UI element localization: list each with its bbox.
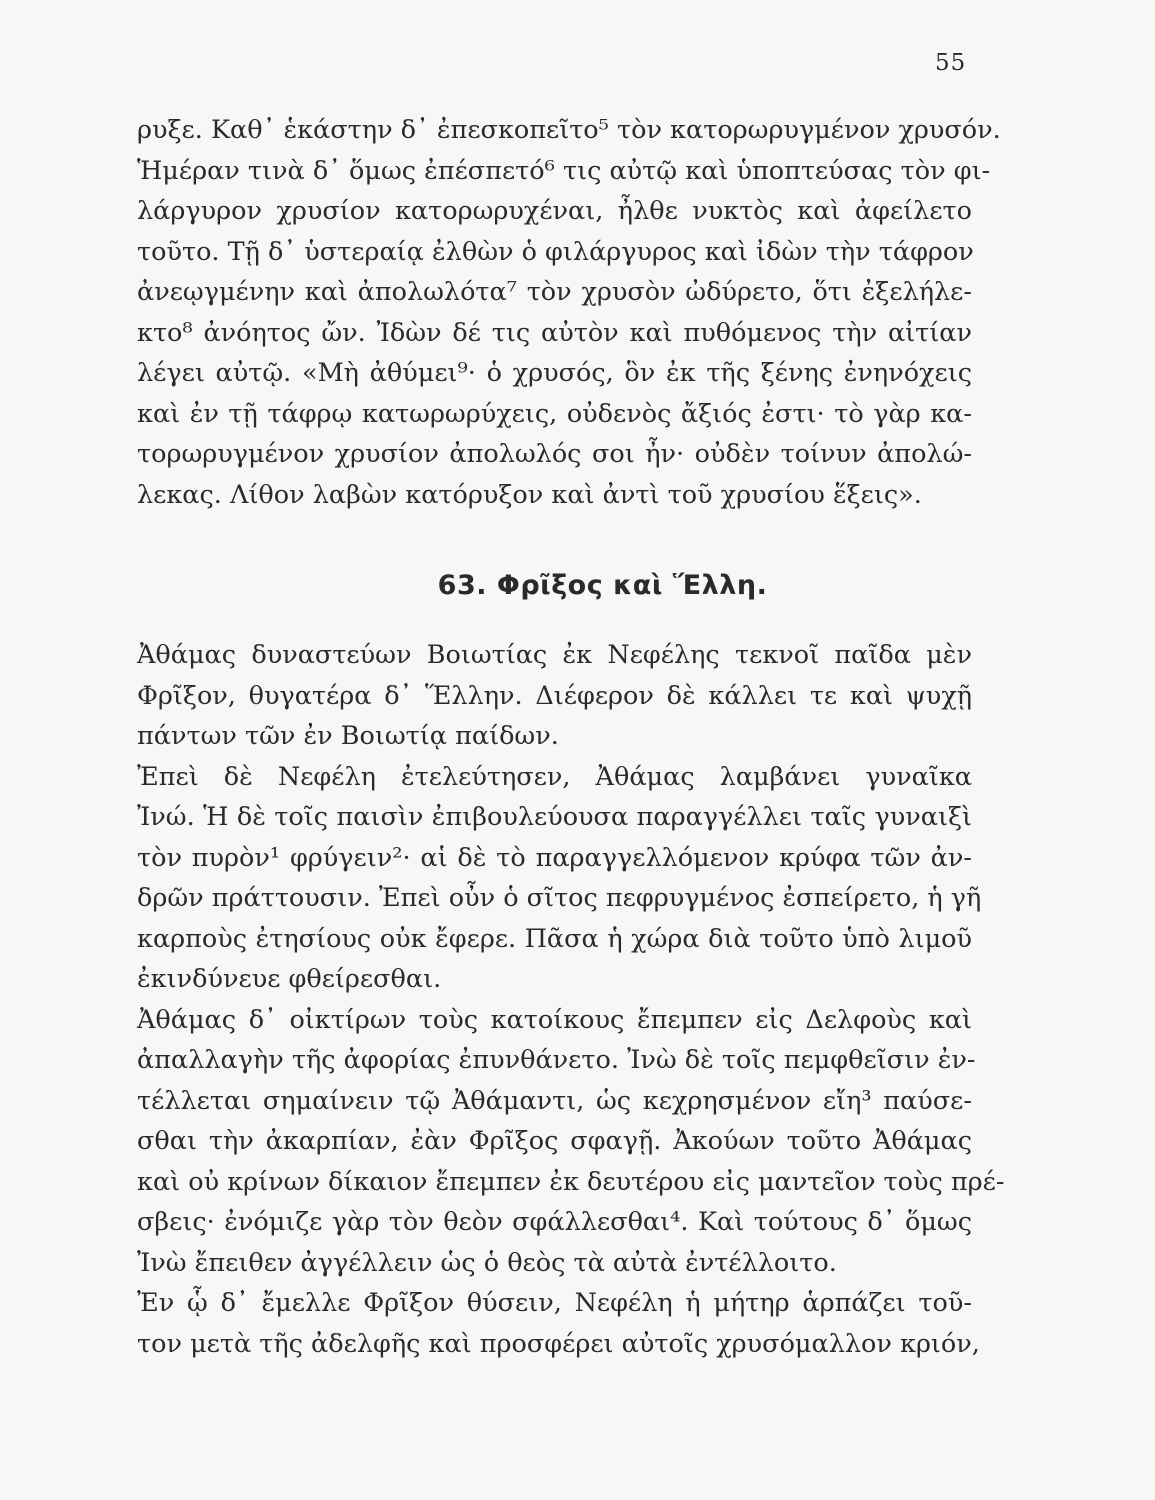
- text-line: καρποὺς ἐτησίους οὐκ ἔφερε. Πᾶσα ἡ χώρα διὰ τοῦτο ὑπὸ λιμοῦ: [137, 923, 972, 954]
- text-line: Ἰνώ. Ἡ δὲ τοῖς παισὶν ἐπιβουλεύουσα παραγγέλλει ταῖς γυναιξὶ: [137, 802, 972, 832]
- text-line: σθαι τὴν ἀκαρπίαν, ἐὰν Φρῖξος σφαγῇ. Ἀκούων τοῦτο Ἀθάμας: [137, 1126, 972, 1156]
- text-line: Ἀθάμας δ᾽ οἰκτίρων τοὺς κατοίκους ἔπεμπεν εἰς Δελφοὺς καὶ: [137, 1004, 972, 1035]
- text-line: τὸν πυρὸν¹ φρύγειν²· αἱ δὲ τὸ παραγγελλόμενον κρύφα τῶν ἀν-: [137, 842, 972, 873]
- text-line: Ἐπεὶ δὲ Νεφέλη ἐτελεύτησεν, Ἀθάμας λαμβάνει γυναῖκα: [137, 761, 972, 792]
- text-line: τέλλεται σημαίνειν τῷ Ἀθάμαντι, ὡς κεχρησμένον εἴη³ παύσε-: [137, 1085, 972, 1116]
- text-line: δρῶν πράττουσιν. Ἐπεὶ οὖν ὁ σῖτος πεφρυγμένος ἐσπείρετο, ἡ γῆ: [137, 883, 982, 913]
- text-line: ἀπαλλαγὴν τῆς ἀφορίας ἐπυνθάνετο. Ἰνὼ δὲ τοῖς πεμφθεῖσιν ἐν-: [137, 1045, 976, 1075]
- section-title: 63. Φρῖξος καὶ Ἕλλη.: [437, 570, 768, 601]
- text-line: κτο⁸ ἀνόητος ὤν. Ἰδὼν δέ τις αὐτὸν καὶ πυθόμενος τὴν αἰτίαν: [137, 317, 972, 348]
- text-line: Ἐν ᾧ δ᾽ ἔμελλε Φρῖξον θύσειν, Νεφέλη ἡ μήτηρ ἁρπάζει τοῦ-: [137, 1288, 972, 1318]
- text-line: λεκας. Λίθον λαβὼν κατόρυξον καὶ ἀντὶ τοῦ χρυσίου ἕξεις».: [137, 479, 922, 510]
- text-line: Ἀθάμας δυναστεύων Βοιωτίας ἐκ Νεφέλης τεκνοῖ παῖδα μὲν: [137, 640, 972, 670]
- text-line: Ἡμέραν τινὰ δ᾽ ὅμως ἐπέσπετό⁶ τις αὐτῷ καὶ ὑποπτεύσας τὸν φι-: [137, 155, 991, 186]
- text-line: Ἰνὼ ἔπειθεν ἀγγέλλειν ὡς ὁ θεὸς τὰ αὐτὰ ἐντέλλοιτο.: [137, 1247, 837, 1278]
- text-line: καὶ οὐ κρίνων δίκαιον ἔπεμπεν ἐκ δευτέρου εἰς μαντεῖον τοὺς πρέ-: [137, 1166, 1005, 1197]
- section-body: [137, 635, 1005, 1364]
- text-line: τοῦτο. Τῇ δ᾽ ὑστεραίᾳ ἐλθὼν ὁ φιλάργυρος καὶ ἰδὼν τὴν τάφρον: [137, 236, 974, 267]
- text-line: τορωρυγμένον χρυσίον ἀπολωλός σοι ἦν· οὐδὲν τοίνυν ἀπολώ-: [137, 439, 972, 469]
- text-line: ἐκινδύνευε φθείρεσθαι.: [137, 964, 442, 994]
- text-line: Φρῖξον, θυγατέρα δ᾽ Ἕλλην. Διέφερον δὲ κάλλει τε καὶ ψυχῇ: [137, 680, 972, 711]
- text-line: ρυξε. Καθ᾽ ἑκάστην δ᾽ ἐπεσκοπεῖτο⁵ τὸν κατορωρυγμένον χρυσόν.: [137, 115, 1001, 145]
- page-number: 55: [935, 50, 967, 76]
- text-line: ἀνεῳγμένην καὶ ἀπολωλότα⁷ τὸν χρυσὸν ὠδύρετο, ὅτι ἐξελήλε-: [137, 277, 972, 307]
- text-line: πάντων τῶν ἐν Βοιωτίᾳ παίδων.: [137, 721, 559, 751]
- text-line: τον μετὰ τῆς ἀδελφῆς καὶ προσφέρει αὐτοῖς χρυσόμαλλον κριόν,: [137, 1328, 980, 1359]
- text-line: σβεις· ἐνόμιζε γὰρ τὸν θεὸν σφάλλεσθαι⁴. Καὶ τούτους δ᾽ ὅμως: [137, 1207, 972, 1237]
- continuation-paragraph: [137, 110, 1001, 515]
- text-line: λάργυρον χρυσίον κατορωρυχέναι, ἦλθε νυκτὸς καὶ ἀφείλετο: [137, 196, 972, 226]
- text-line: λέγει αὐτῷ. «Μὴ ἀθύμει⁹· ὁ χρυσός, ὃν ἐκ τῆς ξένης ἐνηνόχεις: [137, 358, 972, 388]
- text-line: καὶ ἐν τῇ τάφρῳ κατωρωρύχεις, οὐδενὸς ἄξιός ἐστι· τὸ γὰρ κα-: [137, 398, 972, 429]
